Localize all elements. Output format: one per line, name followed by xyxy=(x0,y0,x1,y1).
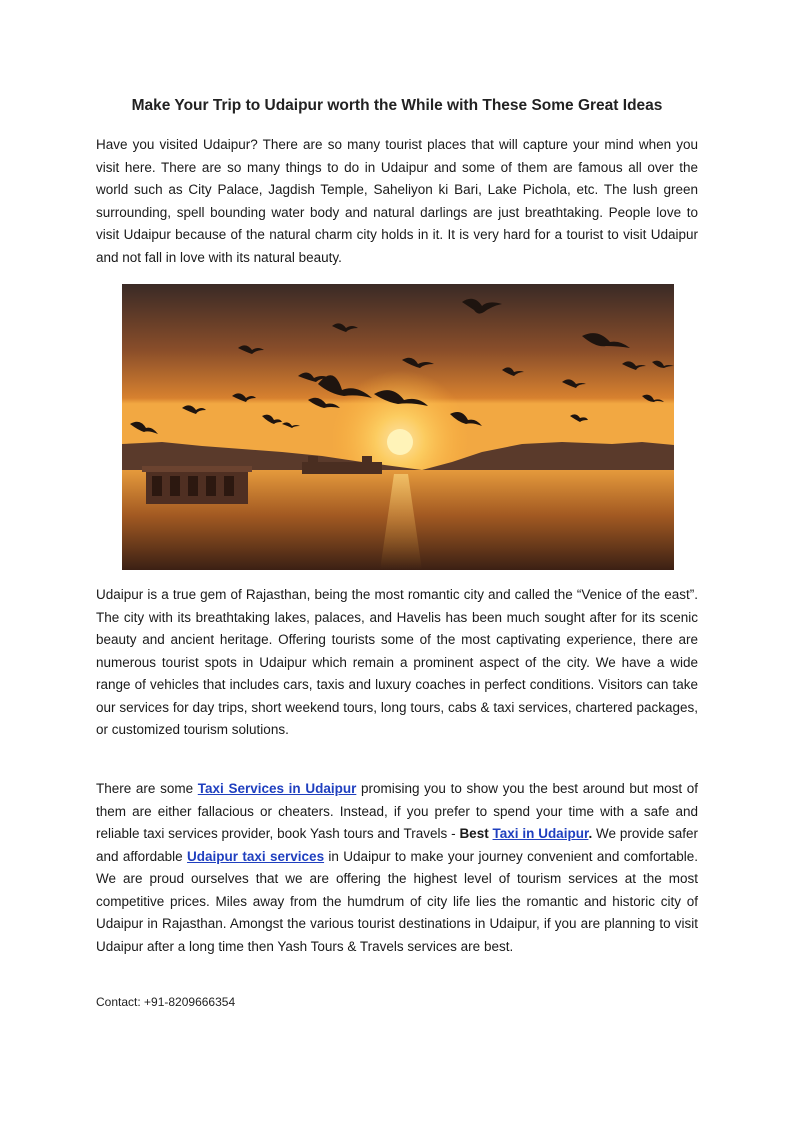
sunset-lake-photo xyxy=(122,284,674,570)
period-mark: . xyxy=(588,826,593,841)
about-udaipur-paragraph: Udaipur is a true gem of Rajasthan, being the most romantic city and called the “Venice of the east”. The city with its breathtaking lakes, palaces, and Havelis has been much sought after for its scenic beauty and ancient heritage. Offering tourists some of the most captivating experience, there are numerous tourist spots in Udaipur which remain a prominent aspect of the city. We have a wide range of vehicles that includes cars, taxis and luxury coaches in perfect conditions. Visitors can take our services for day trips, short weekend tours, long tours, cabs & taxi services, chartered packages, or customized tourism solutions. xyxy=(96,587,698,737)
udaipur-taxi-services-link[interactable]: Udaipur taxi services xyxy=(187,848,325,864)
paragraph-text: There are some xyxy=(96,781,198,796)
taxi-services-paragraph xyxy=(96,778,698,958)
taxi-services-udaipur-link[interactable]: Taxi Services in Udaipur xyxy=(197,781,357,796)
best-label: Best xyxy=(459,826,493,841)
paragraph-text: We provide safer and affordable xyxy=(96,826,698,864)
contact-info: Contact: +91-8209666354 xyxy=(96,995,236,1009)
page-title: Make Your Trip to Udaipur worth the While with These Some Great Ideas xyxy=(131,97,663,114)
taxi-in-udaipur-link[interactable]: Taxi in Udaipur xyxy=(492,826,589,841)
intro-paragraph: Have you visited Udaipur? There are so many tourist places that will capture your mind when you visit here. There are so many things to do in Udaipur and some of them are famous all over the world such as City Palace, Jagdish Temple, Saheliyon ki Bari, Lake Pichola, etc. The lush green surrounding, spell bounding water body and natural darlings are just breathtaking. People love to visit Udaipur because of the natural charm city holds in it. It is very hard for a tourist to visit Udaipur and not fall in love with its natural beauty. xyxy=(96,137,698,265)
paragraph-text: in Udaipur to make your journey convenient and comfortable. We are proud ourselves that we are offering the highest level of tourism services at the most competitive prices. Miles away from the humdrum of city life lies the romantic and historic city of Udaipur in Rajasthan. Amongst the various tourist destinations in Udaipur, if you are planning to visit Udaipur after a long time then Yash Tours & Travels services are best. xyxy=(96,848,698,954)
paragraph-text: promising you to show you the best around but most of them are either fallacious or cheaters. Instead, if you prefer to spend your time with a safe and reliable taxi services provider, book Yash tours and Travels - xyxy=(96,781,699,841)
